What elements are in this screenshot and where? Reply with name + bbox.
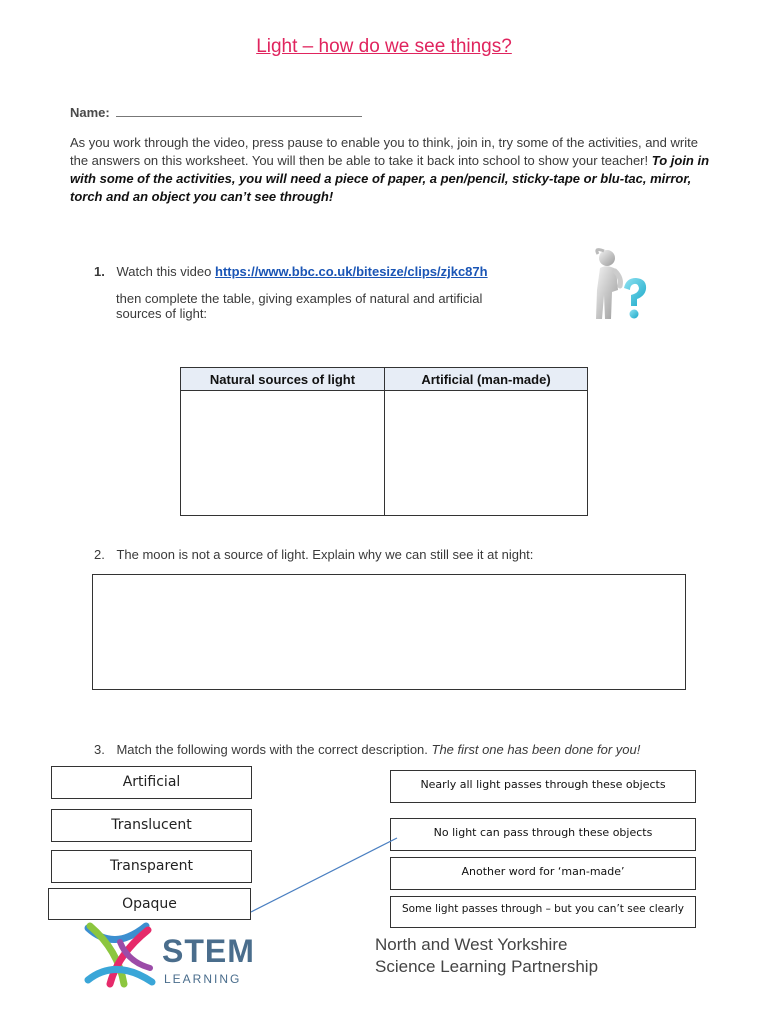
q2-number: 2. (94, 547, 105, 562)
desc-box-nearly-all[interactable]: Nearly all light passes through these objects (390, 770, 696, 803)
partnership-line1: North and West Yorkshire (375, 935, 568, 954)
natural-answer-cell[interactable] (181, 391, 385, 516)
q1-instruction: then complete the table, giving examples of natural and artificial sources of light: (116, 291, 483, 321)
name-row (70, 104, 362, 120)
logo-sub-text: LEARNING (164, 972, 242, 986)
q2-text: The moon is not a source of light. Explain why we can still see it at night: (116, 547, 534, 562)
page-title: Light – how do we see things? (256, 36, 512, 57)
word-box-translucent[interactable]: Translucent (51, 809, 252, 842)
q1-prefix: Watch this video (116, 264, 212, 279)
artificial-header: Artificial (man-made) (385, 368, 588, 391)
name-label: Name: (70, 105, 110, 120)
intro-text: As you work through the video, press pause to enable you to think, join in, try some of the activities, and write the answers on this worksheet. You will then be able to take it back into school to show your teacher! (70, 135, 698, 168)
logo-main-text: STEM (162, 933, 255, 969)
desc-box-man-made[interactable]: Another word for ‘man-made’ (390, 857, 696, 890)
q2-answer-box[interactable] (92, 574, 686, 690)
desc-box-no-light[interactable]: No light can pass through these objects (390, 818, 696, 851)
q1-video-link[interactable]: https://www.bbc.co.uk/bitesize/clips/zjkc87h (215, 264, 488, 279)
artificial-answer-cell[interactable] (385, 391, 588, 516)
natural-header: Natural sources of light (181, 368, 385, 391)
name-field[interactable] (116, 104, 362, 117)
word-box-transparent[interactable]: Transparent (51, 850, 252, 883)
stem-logo-icon (84, 922, 156, 990)
thinking-figure-icon (590, 248, 652, 324)
word-box-artificial[interactable]: Artificial (51, 766, 252, 799)
intro-paragraph (70, 134, 710, 206)
q3-hint: The first one has been done for you! (431, 742, 641, 757)
word-box-opaque[interactable]: Opaque (48, 888, 251, 920)
q1-number: 1. (94, 264, 105, 279)
desc-box-some-light[interactable]: Some light passes through – but you can’t see clearly (390, 896, 696, 928)
partnership-line2: Science Learning Partnership (375, 957, 599, 976)
question-mark-icon (624, 278, 646, 319)
q2-line (94, 547, 533, 562)
partnership-text (375, 934, 598, 978)
q3-text: Match the following words with the correct description. (116, 742, 428, 757)
intro-emphasis: To join in with some of the activities, you will need a piece of paper, a pen/pencil, sticky-tape or blu-tac, mirror, torch and an object you can’t see through! (70, 153, 710, 204)
q3-number: 3. (94, 742, 105, 757)
q1-line (94, 264, 488, 279)
sources-table (180, 367, 588, 516)
q3-line (94, 742, 640, 757)
